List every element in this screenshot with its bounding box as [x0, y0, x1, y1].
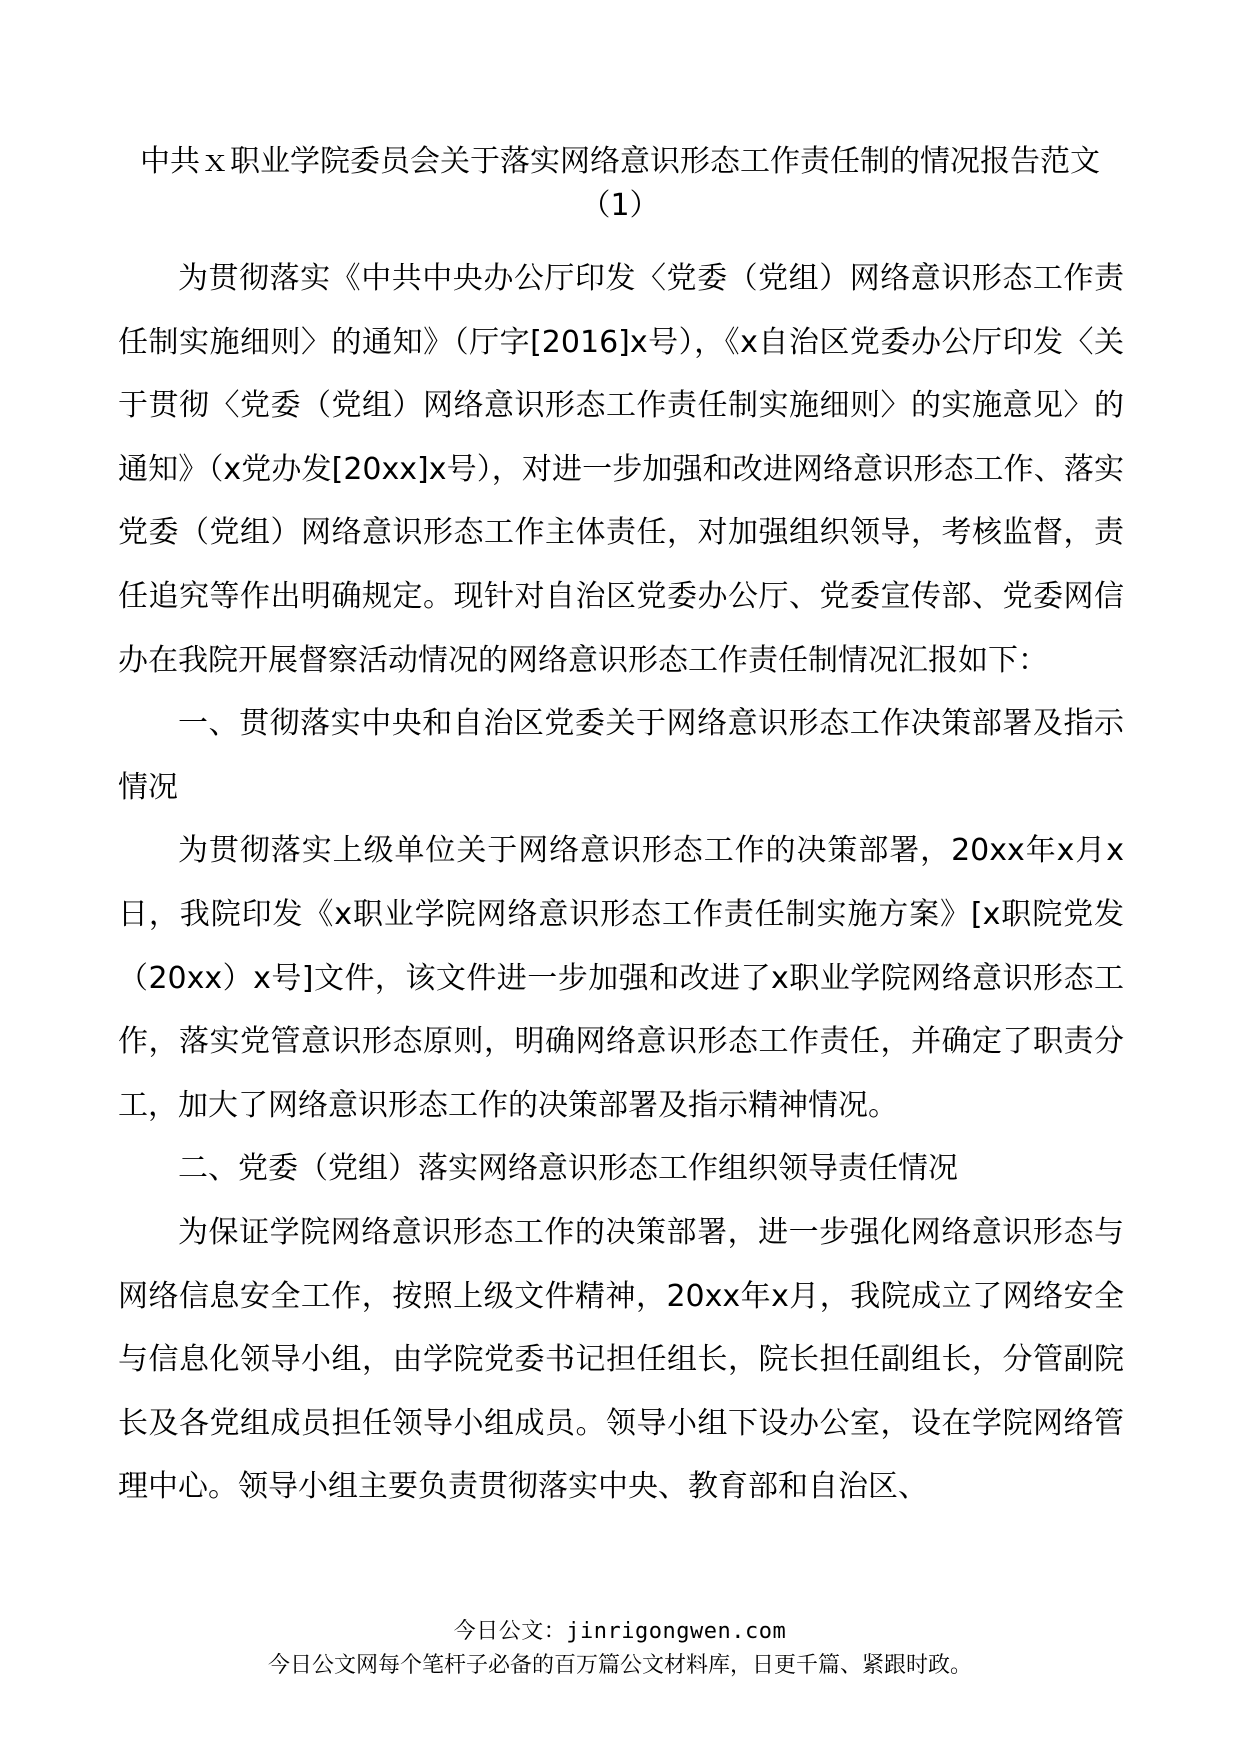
footer-site-link[interactable]: jinrigongwen.com	[566, 1619, 787, 1644]
paragraph-intro: 为贯彻落实《中共中央办公厅印发〈党委（党组）网络意识形态工作责任制实施细则〉的通知》（厅字[2016]x号），《x自治区党委办公厅印发〈关于贯彻〈党委（党组）网络意识形态工作责任制实施细则〉的实施意见〉的通知》（x党办发[20xx]x号），对进一步加强和改进网络意识形态工作、落实党委（党组）网络意识形态工作主体责任，对加强组织领导，考核监督，责任追究等作出明确规定。现针对自治区党委办公厅、党委宣传部、党委网信办在我院开展督察活动情况的网络意识形态工作责任制情况汇报如下：	[118, 261, 1124, 678]
document-body	[118, 247, 1124, 1519]
paragraph-section-2: 为保证学院网络意识形态工作的决策部署，进一步强化网络意识形态与网络信息安全工作，按照上级文件精神，20xx年x月，我院成立了网络安全与信息化领导小组，由学院党委书记担任组长，院长担任副组长，分管副院长及各党组成员担任领导小组成员。领导小组下设办公室，设在学院网络管理中心。领导小组主要负责贯彻落实中央、教育部和自治区、	[118, 1214, 1124, 1505]
document-title: 中共ｘ职业学院委员会关于落实网络意识形态工作责任制的情况报告范文（1）	[140, 144, 1100, 223]
section-heading-1: 一、贯彻落实中央和自治区党委关于网络意识形态工作决策部署及指示情况	[118, 706, 1124, 805]
page-footer	[0, 1615, 1240, 1683]
footer-site-label: 今日公文：	[453, 1619, 567, 1644]
paragraph-section-1: 为贯彻落实上级单位关于网络意识形态工作的决策部署，20xx年x月x日，我院印发《x职业学院网络意识形态工作责任制实施方案》[x职院党发（20xx）x号]文件，该文件进一步加强和改进了x职业学院网络意识形态工作，落实党管意识形态原则，明确网络意识形态工作责任，并确定了职责分工，加大了网络意识形态工作的决策部署及指示精神情况。	[118, 833, 1124, 1123]
footer-site-line	[0, 1615, 1240, 1649]
footer-slogan: 今日公文网每个笔杆子必备的百万篇公文材料库，日更千篇、紧跟时政。	[267, 1653, 972, 1678]
section-heading-2: 二、党委（党组）落实网络意识形态工作组织领导责任情况	[178, 1151, 958, 1187]
